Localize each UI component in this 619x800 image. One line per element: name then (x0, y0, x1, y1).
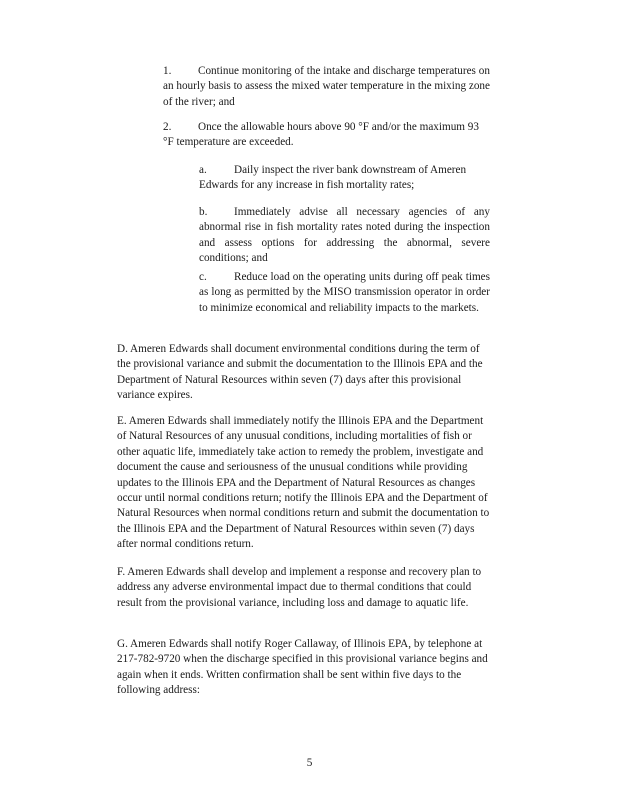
paragraph-d: D. Ameren Edwards shall document environmental conditions during the term of the provisional variance and submit the documentation to the Illinois EPA and the Department of Natural Resources within seven (7) days after this provisional variance expires. (117, 343, 483, 402)
item-1-text: Continue monitoring of the intake and discharge temperatures on an hourly basis to assess the mixed water temperature in the mixing zone of the river; and (163, 65, 490, 108)
paragraph-e: E. Ameren Edwards shall immediately notify the Illinois EPA and the Department of Natural Resources of any unusual conditions, including mortalities of fish or other aquatic life, immediately take action to remedy the problem, investigate and document the cause and seriousness of the unusual conditions while providing updates to the Illinois EPA and the Department of Natural Resources as changes occur until normal conditions return; notify the Illinois EPA and the Department of Natural Resources when normal conditions return and submit the documentation to the Illinois EPA and the Department of Natural Resources within seven (7) days after normal conditions return. (117, 415, 490, 551)
sub-b-letter: b. (199, 206, 208, 218)
item-2-number: 2. (163, 121, 172, 133)
sub-a-text: Daily inspect the river bank downstream of Ameren Edwards for any increase in fish mortality rates; (199, 164, 467, 192)
sub-c-letter: c. (199, 271, 207, 283)
sub-c-text: Reduce load on the operating units during off peak times as long as permitted by the MISO transmission operator in order to minimize economical and reliability impacts to the markets. (199, 271, 490, 314)
paragraph-f: F. Ameren Edwards shall develop and implement a response and recovery plan to address any adverse environmental impact due to thermal conditions that could result from the provisional variance, including loss and damage to aquatic life. (117, 566, 482, 609)
item-1-number: 1. (163, 65, 172, 77)
page-number: 5 (306, 757, 313, 769)
sub-a-letter: a. (199, 164, 207, 176)
sub-b-text: Immediately advise all necessary agencies of any abnormal rise in fish mortality rates noted during the inspection and assess options for addressing the abnormal, severe conditions; and (199, 206, 490, 265)
item-2-text: Once the allowable hours above 90 °F and/or the maximum 93 °F temperature are exceeded. (163, 121, 479, 149)
paragraph-g: G. Ameren Edwards shall notify Roger Callaway, of Illinois EPA, by telephone at 217-782-9720 when the discharge specified in this provisional variance begins and again when it ends. Written confirmation shall be sent within five days to the following address: (117, 638, 488, 697)
